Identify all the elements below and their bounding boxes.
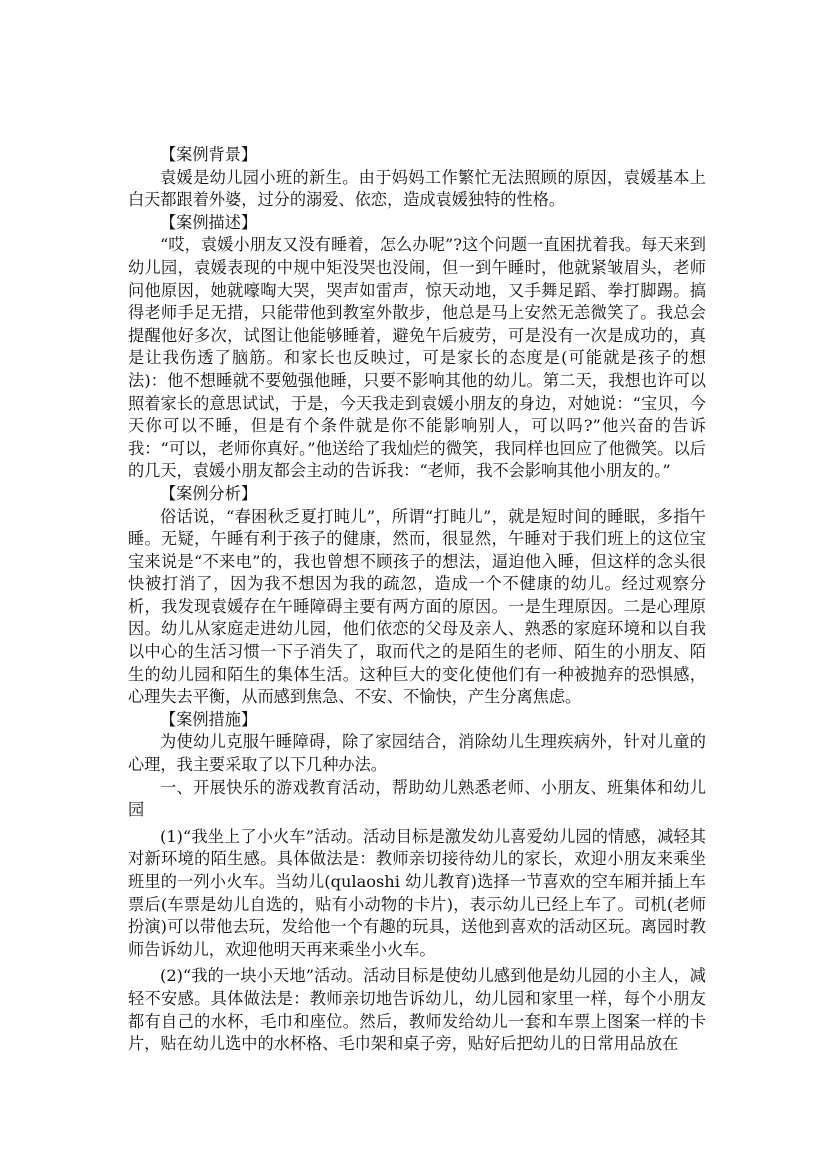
activity-two-paragraph: (2)“我的一块小天地”活动。活动目标是使幼儿感到他是幼儿园的小主人，减轻不安感。具体做法是：教师亲切地告诉幼儿，幼儿园和家里一样，每个小朋友都有自己的水杯，毛巾和座位。然后，教师发给幼儿一套和车票上图案一样的卡片，贴在幼儿选中的水杯格、毛巾架和桌子旁，贴好后把幼儿的日常用品放在 [128, 966, 706, 1054]
activity-one-paragraph: (1)“我坐上了小火车”活动。活动目标是激发幼儿喜爱幼儿园的情感，减轻其对新环境的陌生感。具体做法是：教师亲切接待幼儿的家长，欢迎小朋友来乘坐班里的一列小火车。当幼儿(qulaoshi 幼儿教育)选择一节喜欢的空车厢并插上车票后(车票是幼儿自选的，贴有小动物的卡片)，表示幼儿已经上车了。司机(老师扮演)可以带他去玩，发给他一个有趣的玩具，送他到喜欢的活动区玩。离园时教师告诉幼儿，欢迎他明天再来乘坐小火车。 [128, 826, 706, 959]
section-heading-background: 【案例背景】 [160, 145, 258, 164]
measures-point-one: 一、开展快乐的游戏教育活动，帮助幼儿熟悉老师、小朋友、班集体和幼儿园 [128, 777, 706, 820]
section-heading-description: 【案例描述】 [160, 212, 258, 232]
section-heading-measures: 【案例措施】 [160, 709, 258, 729]
analysis-paragraph: 俗话说，“春困秋乏夏打盹儿”，所谓“打盹儿”，就是短时间的睡眠，多指午睡。无疑，午睡有利于孩子的健康，然而，很显然，午睡对于我们班上的这位宝宝来说是“不来电”的，我也曾想不顾孩子的想法，逼迫他入睡，但这样的念头很快被打消了，因为我不想因为我的疏忽，造成一个不健康的幼儿。经过观察分析，我发现袁媛存在午睡障碍主要有两方面的原因。一是生理原因。二是心理原因。幼儿从家庭走进幼儿园，他们依恋的父母及亲人、熟悉的家庭环境和以自我以中心的生活习惯一下子消失了，取而代之的是陌生的老师、陌生的小朋友、陌生的幼儿园和陌生的集体生活。这种巨大的变化使他们有一种被抛弃的恐惧感，心理失去平衡，从而感到焦急、不安、不愉快，产生分离焦虑。 [128, 506, 706, 707]
description-paragraph: “哎，袁媛小朋友又没有睡着，怎么办呢”?这个问题一直困扰着我。每天来到幼儿园，袁媛表现的中规中矩没哭也没闹，但一到午睡时，他就紧皱眉头，老师问他原因，她就嚎啕大哭，哭声如雷声，惊天动地，又手舞足蹈、拳打脚踢。搞得老师手足无措，只能带他到教室外散步，他总是马上安然无恙微笑了。我总会提醒他好多次，试图让他能够睡着，避免午后疲劳，可是没有一次是成功的，真是让我伤透了脑筋。和家长也反映过，可是家长的态度是(可能就是孩子的想法)：他不想睡就不要勉强他睡，只要不影响其他的幼儿。第二天，我想也许可以照着家长的意思试试，于是，今天我走到袁媛小朋友的身边，对她说：“宝贝，今天你可以不睡，但是有个条件就是你不能影响别人，可以吗?”他兴奋的告诉我：“可以，老师你真好。”他送给了我灿烂的微笑，我同样也回应了他微笑。以后的几天，袁媛小朋友都会主动的告诉我：“老师，我不会影响其他小朋友的。” [128, 235, 706, 481]
measures-intro-paragraph: 为使幼儿克服午睡障碍，除了家园结合，消除幼儿生理疾病外，针对儿童的心理，我主要采取了以下几种办法。 [128, 732, 706, 775]
background-paragraph: 袁媛是幼儿园小班的新生。由于妈妈工作繁忙无法照顾的原因，袁媛基本上白天都跟着外婆，过分的溺爱、依恋，造成袁媛独特的性格。 [128, 167, 706, 210]
document-body [128, 144, 706, 1056]
section-heading-analysis: 【案例分析】 [160, 483, 258, 503]
